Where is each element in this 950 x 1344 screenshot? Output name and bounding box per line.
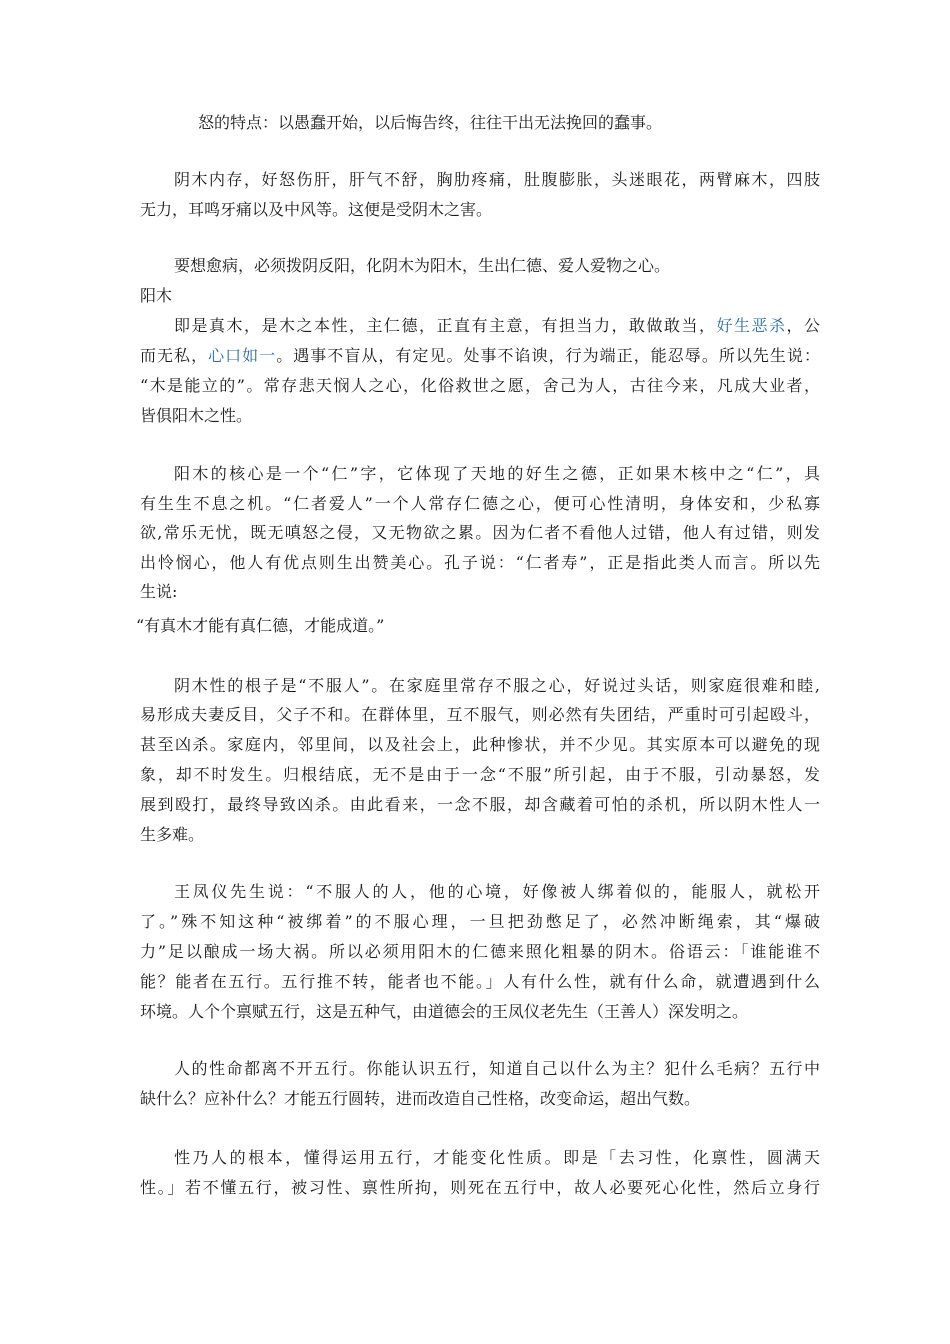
paragraph-yang-wood-line-1 [174,314,820,338]
text-segment: ，公 [786,316,820,335]
paragraph-yang-wood-line-4: 皆俱阳木之性。 [140,406,253,425]
paragraph-not-submit-line-4: 象，却不时发生。归根结底，无不是由于一念“不服”所引起，由于不服，引动暴怒，发 [140,765,820,784]
paragraph-wang-line-3: 力”足以酿成一场大祸。所以必须用阳木的仁德来照化粗暴的阴木。俗语云：「谁能谁不 [140,942,820,961]
paragraph-five-elements-line-2: 缺什么？应补什么？才能五行圆转，进而改造自己性格，改变命运，超出气数。 [140,1089,701,1108]
paragraph-nature-line-1: 性乃人的根本，懂得运用五行，才能变化性质。即是「去习性，化禀性，圆满天 [174,1148,820,1167]
paragraph-ren-line-4: 出怜悯心，他人有优点则生出赞美心。孔子说：“仁者寿”，正是指此类人而言。所以先 [140,553,820,572]
paragraph-wang-line-2: 了。”殊不知这种“被绑着”的不服心理，一旦把劲憋足了，必然冲断绳索，其“爆破 [140,912,820,931]
paragraph-not-submit-line-1: 阴木性的根子是“不服人”。在家庭里常存不服之心，好说过头话，则家庭很难和睦, [174,676,820,695]
paragraph-not-submit-line-2: 易形成夫妻反目，父子不和。在群体里，互不服气，则必然有失团结，严重时可引起殴斗， [140,705,820,724]
paragraph-wang-line-5: 环境。人个个禀赋五行，这是五种气，由道德会的王凤仪老先生（王善人）深发明之。 [140,1002,749,1021]
paragraph-yin-wood-line-2: 无力，耳鸣牙痛以及中风等。这便是受阴木之害。 [140,200,493,219]
link-xinkouruyi[interactable]: 心口如一 [208,346,277,365]
paragraph-not-submit-line-5: 展到殴打，最终导致凶杀。由此看来，一念不服，却含藏着可怕的杀机，所以阴木性人一 [140,795,820,814]
paragraph-wang-line-4: 能？能者在五行。五行推不转，能者也不能。」人有什么性，就有什么命，就遭遇到什么 [140,972,820,991]
paragraph-nature-line-2: 性。」若不懂五行，被习性、禀性所拘，则死在五行中，故人必要死心化性，然后立身行 [140,1178,820,1197]
paragraph-yang-wood-line-2 [140,344,820,368]
paragraph-anger-line-1: 怒的特点：以愚蠢开始，以后悔告终，往往干出无法挽回的蠢事。 [198,113,663,132]
paragraph-ren-line-5: 生说: [140,582,178,601]
section-heading-yang-wood: 阳木 [140,286,173,305]
text-segment: 。遇事不盲从，有定见。处事不谄谀，行为端正，能忍辱。所以先生说： [276,346,820,365]
paragraph-yin-wood-line-1: 阴木内存，好怒伤肝，肝气不舒，胸肋疼痛，肚腹膨胀，头迷眼花，两臂麻木，四肢 [174,170,820,189]
paragraph-ren-line-3: 欲,常乐无忧，既无嗔怒之侵，又无物欲之累。因为仁者不看他人过错，他人有过错，则发 [140,523,820,542]
quote-true-wood: “有真木才能有真仁德，才能成道。” [136,616,385,635]
paragraph-not-submit-line-6: 生多难。 [140,825,205,844]
paragraph-ren-line-2: 有生生不息之机。“仁者爱人”一个人常存仁德之心，便可心性清明，身体安和，少私寡 [140,494,820,513]
paragraph-cure-line-1: 要想愈病，必须拨阴反阳，化阴木为阳木，生出仁德、爱人爱物之心。 [174,256,671,275]
text-segment: 而无私， [140,346,209,365]
paragraph-wang-line-1: 王凤仪先生说：“不服人的人，他的心境，好像被人绑着似的，能服人，就松开 [174,882,820,901]
paragraph-yang-wood-line-3: “木是能立的”。常存悲天悯人之心，化俗救世之愿，舍己为人，古往今来，凡成大业者， [140,376,820,395]
text-segment: 即是真木，是木之本性，主仁德，正直有主意，有担当力，敢做敢当， [174,316,717,335]
paragraph-ren-line-1: 阳木的核心是一个“仁”字，它体现了天地的好生之德，正如果木核中之“仁”，具 [174,464,820,483]
paragraph-five-elements-line-1: 人的性命都离不开五行。你能认识五行，知道自己以什么为主？犯什么毛病？五行中 [174,1059,820,1078]
link-haoshengesha[interactable]: 好生恶杀 [716,316,787,335]
paragraph-not-submit-line-3: 甚至凶杀。家庭内，邻里间，以及社会上，此种惨状，并不少见。其实原本可以避免的现 [140,735,820,754]
